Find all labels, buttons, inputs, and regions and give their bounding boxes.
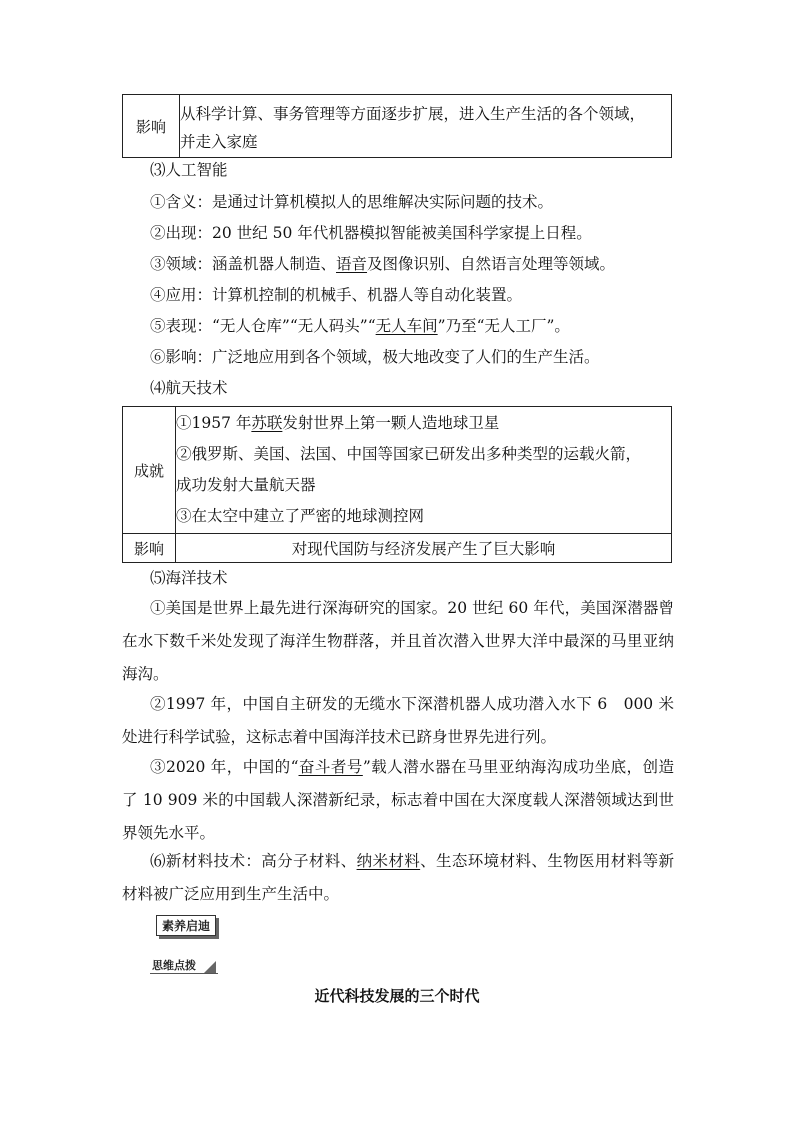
space-table: [122, 406, 672, 563]
nano-underlined: 纳米材料: [356, 852, 421, 870]
ocean-para-1: ①美国是世界上最先进行深海研究的国家。20 世纪 60 年代，美国深潜器曾在水下数千米处发现了海洋生物群落，并且首次潜入世界大洋中最深的马里亚纳海沟。: [122, 599, 674, 683]
ai-fields: [150, 253, 615, 275]
materials-para: ⑹新材料技术：高分子材料、纳米材料、生态环境材料、生物医用材料等新材料被广泛应用到生产生活中。: [122, 852, 674, 903]
ai-definition: ①含义：是通过计算机模拟人的思维解决实际问题的技术。: [150, 193, 554, 211]
ai-fields-a: ③领域：涵盖机器人制造、: [150, 255, 337, 273]
achievement-label: 成就: [123, 407, 176, 534]
space-heading: ⑷航天技术: [150, 379, 228, 397]
ai-manifest-a: ⑤表现：“无人仓库”“无人码头”“: [150, 317, 376, 335]
achievement-content: [176, 407, 672, 534]
space-impact-label: 影响: [123, 534, 176, 563]
soviet-underlined: 苏联: [251, 414, 283, 432]
ai-impact: ⑥影响：广泛地应用到各个领域，极大地改变了人们的生产生活。: [150, 348, 600, 366]
impact-label: 影响: [123, 95, 180, 158]
ai-emergence: ②出现：20 世纪 50 年代机器模拟智能被美国科学家提上日程。: [150, 224, 592, 242]
ai-application: ④应用：计算机控制的机械手、机器人等自动化装置。: [150, 286, 523, 304]
ai-manifest-underlined: 无人车间: [375, 317, 438, 335]
ocean-para-2: ②1997 年，中国自主研发的无缆水下深潜机器人成功潜入水下 6 000 米处进行科学试验，这标志着中国海洋技术已跻身世界先进行列。: [122, 695, 674, 746]
impact-line-1: 从科学计算、事务管理等方面逐步扩展，进入生产生活的各个领域，: [180, 104, 646, 123]
ocean-para-3: ③2020 年，中国的“奋斗者号”载人潜水器在马里亚纳海沟成功坐底，创造了 10 909 米的中国载人深潜新纪录，标志着中国在大深度载人深潜领域达到世界领先水平。: [122, 758, 674, 842]
ocean-heading: ⑸海洋技术: [150, 569, 228, 587]
achievement-1: ①1957 年苏联发射世界上第一颗人造地球卫星: [176, 414, 500, 432]
achievement-2-line1: ②俄罗斯、美国、法国、中国等国家已研发出多种类型的运载火箭，: [176, 445, 642, 463]
fendouzhe-underlined: 奋斗者号: [298, 758, 363, 776]
ai-fields-underlined: 语音: [336, 255, 368, 273]
siwei-badge: 思维点拨: [150, 957, 218, 974]
ai-fields-b: 及图像识别、自然语言处理等领域。: [367, 255, 616, 273]
corner-triangle-icon: [204, 961, 216, 973]
impact-content: [180, 95, 672, 158]
impact-table: [122, 94, 672, 158]
ai-heading: ⑶人工智能: [150, 161, 228, 179]
achievement-3: ③在太空中建立了严密的地球测控网: [176, 507, 425, 525]
achievement-2-line2: 成功发射大量航天器: [176, 476, 316, 494]
suyang-badge: 素养启迪: [156, 915, 216, 936]
space-impact: 对现代国防与经济发展产生了巨大影响: [176, 534, 672, 563]
ai-manifest-b: ”乃至“无人工厂”。: [437, 317, 570, 335]
impact-line-2: 并走入家庭: [180, 132, 258, 151]
ai-manifestation: [150, 315, 570, 337]
section-title: 近代科技发展的三个时代: [314, 987, 480, 1005]
